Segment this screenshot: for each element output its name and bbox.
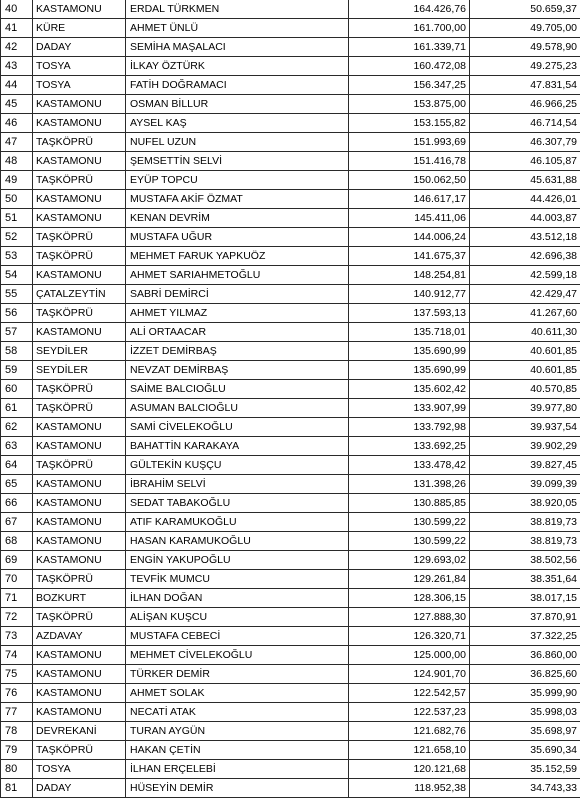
district-cell: KASTAMONU xyxy=(33,532,126,551)
amount-1-cell: 160.472,08 xyxy=(349,57,470,76)
amount-2-cell: 49.275,23 xyxy=(470,57,580,76)
district-cell: DADAY xyxy=(33,779,126,798)
table-row xyxy=(1,152,580,171)
amount-1-cell: 144.006,24 xyxy=(349,228,470,247)
row-number-cell: 62 xyxy=(1,418,33,437)
amount-1-cell: 153.875,00 xyxy=(349,95,470,114)
person-name-cell: AYSEL KAŞ xyxy=(126,114,349,133)
amount-1-cell: 135.690,99 xyxy=(349,342,470,361)
person-name-cell: AHMET SARIAHMETOĞLU xyxy=(126,266,349,285)
amount-2-cell: 39.902,29 xyxy=(470,437,580,456)
amount-2-cell: 40.601,85 xyxy=(470,361,580,380)
person-name-cell: ENGİN YAKUPOĞLU xyxy=(126,551,349,570)
amount-2-cell: 38.017,15 xyxy=(470,589,580,608)
row-number-cell: 48 xyxy=(1,152,33,171)
district-cell: KASTAMONU xyxy=(33,513,126,532)
amount-1-cell: 133.692,25 xyxy=(349,437,470,456)
amount-2-cell: 44.003,87 xyxy=(470,209,580,228)
amount-1-cell: 121.682,76 xyxy=(349,722,470,741)
amount-2-cell: 49.578,90 xyxy=(470,38,580,57)
district-cell: KASTAMONU xyxy=(33,646,126,665)
table-row xyxy=(1,779,580,798)
amount-2-cell: 42.696,38 xyxy=(470,247,580,266)
amount-2-cell: 35.690,34 xyxy=(470,741,580,760)
amount-2-cell: 35.998,03 xyxy=(470,703,580,722)
row-number-cell: 60 xyxy=(1,380,33,399)
table-row xyxy=(1,437,580,456)
person-name-cell: OSMAN BİLLUR xyxy=(126,95,349,114)
row-number-cell: 68 xyxy=(1,532,33,551)
district-cell: AZDAVAY xyxy=(33,627,126,646)
district-cell: KASTAMONU xyxy=(33,0,126,19)
amount-1-cell: 148.254,81 xyxy=(349,266,470,285)
person-name-cell: NEVZAT DEMİRBAŞ xyxy=(126,361,349,380)
row-number-cell: 77 xyxy=(1,703,33,722)
table-row xyxy=(1,646,580,665)
row-number-cell: 81 xyxy=(1,779,33,798)
amount-1-cell: 156.347,25 xyxy=(349,76,470,95)
district-cell: TAŞKÖPRÜ xyxy=(33,133,126,152)
district-cell: DEVREKANİ xyxy=(33,722,126,741)
table-row xyxy=(1,589,580,608)
person-name-cell: MEHMET FARUK YAPKUÖZ xyxy=(126,247,349,266)
amount-2-cell: 37.322,25 xyxy=(470,627,580,646)
amount-1-cell: 161.700,00 xyxy=(349,19,470,38)
row-number-cell: 42 xyxy=(1,38,33,57)
amount-1-cell: 151.993,69 xyxy=(349,133,470,152)
row-number-cell: 61 xyxy=(1,399,33,418)
person-name-cell: İLHAN DOĞAN xyxy=(126,589,349,608)
person-name-cell: FATİH DOĞRAMACI xyxy=(126,76,349,95)
table-row xyxy=(1,399,580,418)
amount-2-cell: 40.611,30 xyxy=(470,323,580,342)
person-name-cell: ASUMAN BALCIOĞLU xyxy=(126,399,349,418)
table-row xyxy=(1,342,580,361)
table-row xyxy=(1,494,580,513)
person-name-cell: BAHATTİN KARAKAYA xyxy=(126,437,349,456)
row-number-cell: 51 xyxy=(1,209,33,228)
row-number-cell: 59 xyxy=(1,361,33,380)
amount-1-cell: 151.416,78 xyxy=(349,152,470,171)
table-row xyxy=(1,38,580,57)
person-name-cell: SAMİ CİVELEKOĞLU xyxy=(126,418,349,437)
amount-1-cell: 146.617,17 xyxy=(349,190,470,209)
person-name-cell: AHMET SOLAK xyxy=(126,684,349,703)
district-cell: TAŞKÖPRÜ xyxy=(33,570,126,589)
amount-2-cell: 46.105,87 xyxy=(470,152,580,171)
amount-1-cell: 122.537,23 xyxy=(349,703,470,722)
district-cell: KASTAMONU xyxy=(33,323,126,342)
district-cell: TOSYA xyxy=(33,57,126,76)
amount-2-cell: 39.937,54 xyxy=(470,418,580,437)
district-cell: KASTAMONU xyxy=(33,95,126,114)
row-number-cell: 80 xyxy=(1,760,33,779)
table-row xyxy=(1,665,580,684)
table-row xyxy=(1,703,580,722)
row-number-cell: 67 xyxy=(1,513,33,532)
amount-2-cell: 41.267,60 xyxy=(470,304,580,323)
district-cell: KASTAMONU xyxy=(33,475,126,494)
row-number-cell: 44 xyxy=(1,76,33,95)
table-row xyxy=(1,266,580,285)
person-name-cell: AHMET ÜNLÜ xyxy=(126,19,349,38)
row-number-cell: 63 xyxy=(1,437,33,456)
person-name-cell: HASAN KARAMUKOĞLU xyxy=(126,532,349,551)
district-cell: TOSYA xyxy=(33,76,126,95)
amount-2-cell: 38.920,05 xyxy=(470,494,580,513)
row-number-cell: 40 xyxy=(1,0,33,19)
amount-1-cell: 128.306,15 xyxy=(349,589,470,608)
person-name-cell: SAİME BALCIOĞLU xyxy=(126,380,349,399)
amount-2-cell: 36.825,60 xyxy=(470,665,580,684)
amount-1-cell: 124.901,70 xyxy=(349,665,470,684)
district-cell: TAŞKÖPRÜ xyxy=(33,228,126,247)
row-number-cell: 75 xyxy=(1,665,33,684)
table-row xyxy=(1,247,580,266)
row-number-cell: 71 xyxy=(1,589,33,608)
row-number-cell: 70 xyxy=(1,570,33,589)
amount-2-cell: 38.819,73 xyxy=(470,532,580,551)
row-number-cell: 64 xyxy=(1,456,33,475)
person-name-cell: HÜSEYİN DEMİR xyxy=(126,779,349,798)
row-number-cell: 79 xyxy=(1,741,33,760)
person-name-cell: EYÜP TOPCU xyxy=(126,171,349,190)
row-number-cell: 55 xyxy=(1,285,33,304)
table-row xyxy=(1,171,580,190)
table-row xyxy=(1,323,580,342)
table-row xyxy=(1,684,580,703)
person-name-cell: ERDAL TÜRKMEN xyxy=(126,0,349,19)
amount-1-cell: 164.426,76 xyxy=(349,0,470,19)
amount-2-cell: 42.429,47 xyxy=(470,285,580,304)
district-cell: BOZKURT xyxy=(33,589,126,608)
district-cell: KÜRE xyxy=(33,19,126,38)
amount-2-cell: 36.860,00 xyxy=(470,646,580,665)
row-number-cell: 50 xyxy=(1,190,33,209)
table-row xyxy=(1,0,580,19)
table-row xyxy=(1,475,580,494)
person-name-cell: ALİ ORTAACAR xyxy=(126,323,349,342)
row-number-cell: 54 xyxy=(1,266,33,285)
table-row xyxy=(1,114,580,133)
amount-2-cell: 46.714,54 xyxy=(470,114,580,133)
row-number-cell: 57 xyxy=(1,323,33,342)
amount-1-cell: 135.718,01 xyxy=(349,323,470,342)
district-cell: KASTAMONU xyxy=(33,665,126,684)
row-number-cell: 72 xyxy=(1,608,33,627)
amount-2-cell: 44.426,01 xyxy=(470,190,580,209)
amount-2-cell: 40.601,85 xyxy=(470,342,580,361)
table-row xyxy=(1,361,580,380)
amount-1-cell: 118.952,38 xyxy=(349,779,470,798)
person-name-cell: SABRİ DEMİRCİ xyxy=(126,285,349,304)
row-number-cell: 73 xyxy=(1,627,33,646)
amount-1-cell: 133.478,42 xyxy=(349,456,470,475)
district-cell: SEYDİLER xyxy=(33,361,126,380)
table-row xyxy=(1,627,580,646)
row-number-cell: 66 xyxy=(1,494,33,513)
amount-1-cell: 137.593,13 xyxy=(349,304,470,323)
amount-2-cell: 39.977,80 xyxy=(470,399,580,418)
district-cell: KASTAMONU xyxy=(33,494,126,513)
amount-2-cell: 39.099,39 xyxy=(470,475,580,494)
row-number-cell: 65 xyxy=(1,475,33,494)
amount-1-cell: 130.885,85 xyxy=(349,494,470,513)
amount-2-cell: 37.870,91 xyxy=(470,608,580,627)
person-name-cell: TURAN AYGÜN xyxy=(126,722,349,741)
table-row xyxy=(1,19,580,38)
table-row xyxy=(1,570,580,589)
district-cell: TAŞKÖPRÜ xyxy=(33,380,126,399)
table-body xyxy=(1,0,580,798)
amount-1-cell: 130.599,22 xyxy=(349,532,470,551)
district-cell: TAŞKÖPRÜ xyxy=(33,741,126,760)
table-row xyxy=(1,133,580,152)
amount-1-cell: 135.602,42 xyxy=(349,380,470,399)
row-number-cell: 46 xyxy=(1,114,33,133)
amount-1-cell: 161.339,71 xyxy=(349,38,470,57)
district-cell: TAŞKÖPRÜ xyxy=(33,608,126,627)
amount-2-cell: 38.819,73 xyxy=(470,513,580,532)
table-row xyxy=(1,190,580,209)
amount-1-cell: 122.542,57 xyxy=(349,684,470,703)
amount-2-cell: 46.966,25 xyxy=(470,95,580,114)
amount-2-cell: 39.827,45 xyxy=(470,456,580,475)
person-name-cell: NECATİ ATAK xyxy=(126,703,349,722)
table-row xyxy=(1,285,580,304)
amount-1-cell: 129.261,84 xyxy=(349,570,470,589)
district-cell: KASTAMONU xyxy=(33,266,126,285)
district-cell: KASTAMONU xyxy=(33,190,126,209)
amount-1-cell: 125.000,00 xyxy=(349,646,470,665)
person-name-cell: KENAN DEVRİM xyxy=(126,209,349,228)
table-row xyxy=(1,551,580,570)
table-row xyxy=(1,532,580,551)
amount-1-cell: 141.675,37 xyxy=(349,247,470,266)
table-row xyxy=(1,513,580,532)
district-cell: TAŞKÖPRÜ xyxy=(33,456,126,475)
table-row xyxy=(1,741,580,760)
row-number-cell: 53 xyxy=(1,247,33,266)
table-row xyxy=(1,608,580,627)
row-number-cell: 69 xyxy=(1,551,33,570)
amount-2-cell: 35.698,97 xyxy=(470,722,580,741)
amount-1-cell: 145.411,06 xyxy=(349,209,470,228)
row-number-cell: 49 xyxy=(1,171,33,190)
table-row xyxy=(1,209,580,228)
amount-2-cell: 35.152,59 xyxy=(470,760,580,779)
amount-1-cell: 133.792,98 xyxy=(349,418,470,437)
amount-1-cell: 129.693,02 xyxy=(349,551,470,570)
person-name-cell: HAKAN ÇETİN xyxy=(126,741,349,760)
person-name-cell: TÜRKER DEMİR xyxy=(126,665,349,684)
amount-2-cell: 40.570,85 xyxy=(470,380,580,399)
person-name-cell: ATIF KARAMUKOĞLU xyxy=(126,513,349,532)
person-name-cell: SEMİHA MAŞALACI xyxy=(126,38,349,57)
amount-2-cell: 42.599,18 xyxy=(470,266,580,285)
row-number-cell: 45 xyxy=(1,95,33,114)
district-cell: TAŞKÖPRÜ xyxy=(33,304,126,323)
person-name-cell: ALİŞAN KUŞCU xyxy=(126,608,349,627)
person-name-cell: İBRAHİM SELVİ xyxy=(126,475,349,494)
row-number-cell: 56 xyxy=(1,304,33,323)
row-number-cell: 76 xyxy=(1,684,33,703)
amount-2-cell: 47.831,54 xyxy=(470,76,580,95)
amount-1-cell: 133.907,99 xyxy=(349,399,470,418)
row-number-cell: 47 xyxy=(1,133,33,152)
person-name-cell: ŞEMSETTİN SELVİ xyxy=(126,152,349,171)
table-row xyxy=(1,95,580,114)
district-cell: KASTAMONU xyxy=(33,551,126,570)
amount-2-cell: 49.705,00 xyxy=(470,19,580,38)
amount-1-cell: 131.398,26 xyxy=(349,475,470,494)
person-name-cell: GÜLTEKİN KUŞÇU xyxy=(126,456,349,475)
amount-1-cell: 153.155,82 xyxy=(349,114,470,133)
amount-1-cell: 121.658,10 xyxy=(349,741,470,760)
district-cell: SEYDİLER xyxy=(33,342,126,361)
amount-2-cell: 38.351,64 xyxy=(470,570,580,589)
district-cell: KASTAMONU xyxy=(33,703,126,722)
district-cell: TAŞKÖPRÜ xyxy=(33,247,126,266)
person-name-cell: İLHAN ERÇELEBİ xyxy=(126,760,349,779)
amount-2-cell: 50.659,37 xyxy=(470,0,580,19)
amount-1-cell: 150.062,50 xyxy=(349,171,470,190)
row-number-cell: 41 xyxy=(1,19,33,38)
person-name-cell: SEDAT TABAKOĞLU xyxy=(126,494,349,513)
table-row xyxy=(1,57,580,76)
amount-2-cell: 43.512,18 xyxy=(470,228,580,247)
table-row xyxy=(1,76,580,95)
table-row xyxy=(1,722,580,741)
amount-1-cell: 127.888,30 xyxy=(349,608,470,627)
row-number-cell: 78 xyxy=(1,722,33,741)
table-row xyxy=(1,456,580,475)
person-name-cell: MUSTAFA CEBECİ xyxy=(126,627,349,646)
table-row xyxy=(1,418,580,437)
amount-2-cell: 45.631,88 xyxy=(470,171,580,190)
district-cell: TAŞKÖPRÜ xyxy=(33,171,126,190)
district-cell: KASTAMONU xyxy=(33,418,126,437)
person-name-cell: İZZET DEMİRBAŞ xyxy=(126,342,349,361)
amount-1-cell: 140.912,77 xyxy=(349,285,470,304)
amount-2-cell: 46.307,79 xyxy=(470,133,580,152)
person-name-cell: MUSTAFA UĞUR xyxy=(126,228,349,247)
amount-1-cell: 135.690,99 xyxy=(349,361,470,380)
amount-2-cell: 38.502,56 xyxy=(470,551,580,570)
table-row xyxy=(1,228,580,247)
district-cell: KASTAMONU xyxy=(33,209,126,228)
district-cell: DADAY xyxy=(33,38,126,57)
district-cell: KASTAMONU xyxy=(33,437,126,456)
row-number-cell: 43 xyxy=(1,57,33,76)
table-row xyxy=(1,304,580,323)
district-cell: ÇATALZEYTİN xyxy=(33,285,126,304)
row-number-cell: 74 xyxy=(1,646,33,665)
row-number-cell: 52 xyxy=(1,228,33,247)
table-row xyxy=(1,380,580,399)
amount-2-cell: 35.999,90 xyxy=(470,684,580,703)
district-cell: TAŞKÖPRÜ xyxy=(33,399,126,418)
person-name-cell: AHMET YILMAZ xyxy=(126,304,349,323)
district-cell: TOSYA xyxy=(33,760,126,779)
amount-1-cell: 120.121,68 xyxy=(349,760,470,779)
person-name-cell: TEVFİK MUMCU xyxy=(126,570,349,589)
district-cell: KASTAMONU xyxy=(33,152,126,171)
row-number-cell: 58 xyxy=(1,342,33,361)
amount-1-cell: 126.320,71 xyxy=(349,627,470,646)
person-name-cell: İLKAY ÖZTÜRK xyxy=(126,57,349,76)
person-name-cell: MEHMET CİVELEKOĞLU xyxy=(126,646,349,665)
person-name-cell: MUSTAFA AKİF ÖZMAT xyxy=(126,190,349,209)
amount-1-cell: 130.599,22 xyxy=(349,513,470,532)
district-cell: KASTAMONU xyxy=(33,114,126,133)
district-cell: KASTAMONU xyxy=(33,684,126,703)
person-name-cell: NUFEL UZUN xyxy=(126,133,349,152)
amount-2-cell: 34.743,33 xyxy=(470,779,580,798)
